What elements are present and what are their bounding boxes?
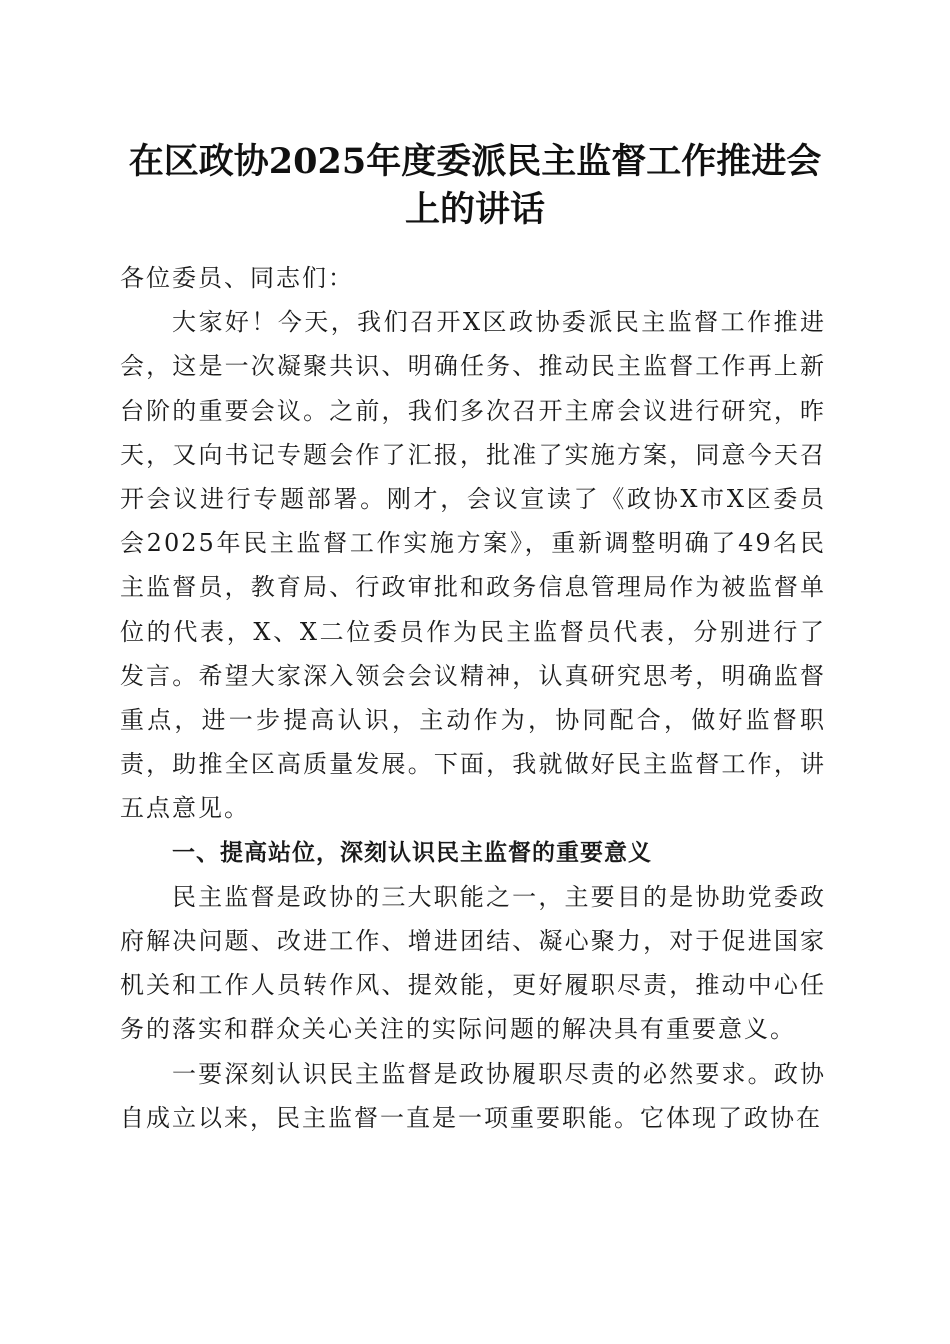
document-body (120, 256, 826, 1140)
title-line-1: 在区政协2025年度委派民主监督工作推进会 (128, 141, 822, 182)
title-line-2: 上的讲话 (404, 189, 545, 230)
document-title (110, 138, 840, 234)
opening-paragraph: 大家好！今天，我们召开X区政协委派民主监督工作推进会，这是一次凝聚共识、明确任务、推动民主监督工作再上新台阶的重要会议。之前，我们多次召开主席会议进行研究，昨天，又向书记专题会作了汇报，批准了实施方案，同意今天召开会议进行专题部署。刚才，会议宣读了《政协X市X区委员会2025年民主监督工作实施方案》，重新调整明确了49名民主监督员，教育局、行政审批和政务信息管理局作为被监督单位的代表，X、X二位委员作为民主监督员代表，分别进行了发言。希望大家深入领会会议精神，认真研究思考，明确监督重点，进一步提高认识，主动作为，协同配合，做好监督职责，助推全区高质量发展。下面，我就做好民主监督工作，讲五点意见。 (120, 308, 826, 823)
section-1-paragraph-2: 一要深刻认识民主监督是政协履职尽责的必然要求。政协自成立以来，民主监督一直是一项重要职能。它体现了政协在 (120, 1059, 826, 1132)
section-1-paragraph-1: 民主监督是政协的三大职能之一，主要目的是协助党委政府解决问题、改进工作、增进团结、凝心聚力，对于促进国家机关和工作人员转作风、提效能，更好履职尽责，推动中心任务的落实和群众关心关注的实际问题的解决具有重要意义。 (120, 882, 826, 1044)
salutation: 各位委员、同志们： (120, 264, 354, 292)
section-heading-1: 一、提高站位，深刻认识民主监督的重要意义 (172, 839, 652, 866)
